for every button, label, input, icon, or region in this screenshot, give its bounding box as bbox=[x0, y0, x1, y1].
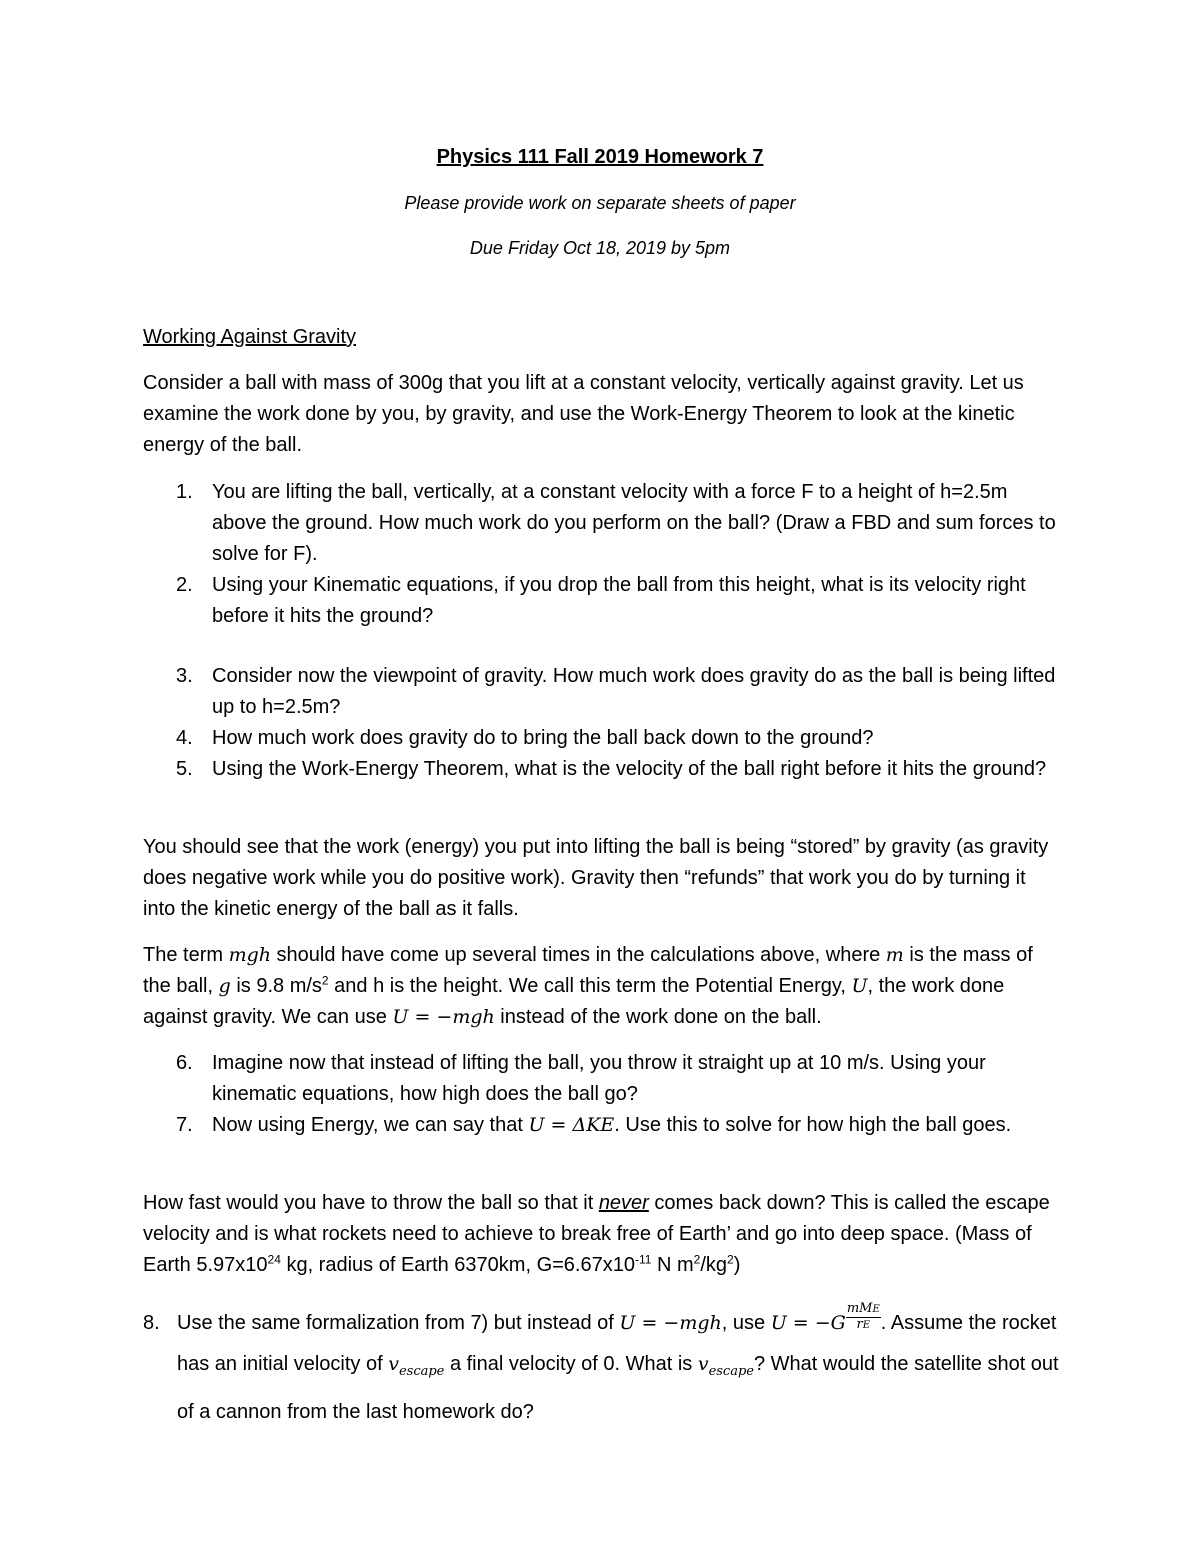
question-item bbox=[143, 754, 1063, 785]
due-date: Due Friday Oct 18, 2019 by 5pm bbox=[469, 238, 731, 258]
math-mgh: mgh bbox=[228, 944, 271, 966]
work-instruction: Please provide work on separate sheets of paper bbox=[404, 193, 796, 213]
superscript: -11 bbox=[634, 1252, 652, 1267]
text-run: a final velocity of 0. What is bbox=[444, 1353, 698, 1375]
question-number: 1. bbox=[176, 481, 193, 503]
math-u-delta-ke: U = ΔKE bbox=[528, 1114, 615, 1136]
text-run: comes back down? This is called the escape velocity and is what rockets need to achieve to break free of Earth’ and go into deep space. (Mass of Earth 5.97x10 bbox=[143, 1192, 1050, 1276]
escape-velocity-paragraph bbox=[143, 1188, 1063, 1281]
question-number: 5. bbox=[176, 758, 193, 780]
text-run: is the mass of the ball, bbox=[143, 944, 1033, 997]
superscript: 2 bbox=[321, 973, 329, 988]
text-run: mM bbox=[846, 1301, 873, 1317]
text-run: , the work done against gravity. We can use bbox=[143, 975, 1005, 1028]
math-u-equation: U = −mgh bbox=[392, 1006, 495, 1028]
emphasis-never: never bbox=[598, 1192, 649, 1214]
math-u-mgh: U = −mgh bbox=[619, 1312, 722, 1334]
math-u: U bbox=[851, 975, 868, 997]
question-number: 4. bbox=[176, 727, 193, 749]
text-run: ? What would the satellite shot out of a cannon from the last homework do? bbox=[177, 1353, 1059, 1423]
math-m: m bbox=[885, 944, 904, 966]
superscript: 24 bbox=[267, 1252, 281, 1267]
question-text bbox=[212, 1114, 1011, 1136]
stored-energy-paragraph: You should see that the work (energy) you put into lifting the ball is being “stored” by gravity (as gravity does negative work while you do positive work). Gravity then “refunds” that work you do by turning it into the kinetic energy of the ball as it falls. bbox=[143, 836, 1049, 920]
question-number: 7. bbox=[176, 1114, 193, 1136]
text-run: ) bbox=[733, 1254, 741, 1276]
text-run: . Assume the rocket has an initial velocity of bbox=[177, 1312, 1057, 1375]
text-run: r bbox=[856, 1317, 863, 1333]
math-fraction bbox=[846, 1302, 881, 1333]
question-item bbox=[143, 1048, 1063, 1110]
question-item bbox=[143, 1303, 1063, 1433]
text-run: should have come up several times in the calculations above, where bbox=[271, 944, 886, 966]
text-run: is 9.8 m/s bbox=[230, 975, 322, 997]
text-run: . Use this to solve for how high the ball goes. bbox=[614, 1114, 1012, 1136]
question-text bbox=[177, 1301, 1059, 1423]
intro-paragraph: Consider a ball with mass of 300g that you lift at a constant velocity, vertically against gravity. Let us examine the work done by you, by gravity, and use the Work-Energy Theorem to look at the kinetic energy of the ball. bbox=[143, 372, 1024, 456]
superscript: 2 bbox=[693, 1252, 701, 1267]
text-run: Use the same formalization from 7) but instead of bbox=[177, 1312, 620, 1334]
subscript: E bbox=[872, 1304, 880, 1316]
fraction-numerator bbox=[846, 1302, 881, 1318]
text-run: , use bbox=[721, 1312, 771, 1334]
question-list-2 bbox=[143, 661, 1063, 785]
superscript: 2 bbox=[727, 1252, 734, 1267]
text-run: kg, radius of Earth 6370km, G=6.67x10 bbox=[280, 1254, 635, 1276]
question-number: 3. bbox=[176, 665, 193, 687]
section-heading: Working Against Gravity bbox=[143, 326, 357, 348]
math-v: v bbox=[697, 1353, 709, 1375]
text-run: Now using Energy, we can say that bbox=[212, 1114, 529, 1136]
question-number: 2. bbox=[176, 574, 193, 596]
question-text: Using your Kinematic equations, if you drop the ball from this height, what is its velocity right before it hits the ground? bbox=[212, 574, 1026, 627]
document-title: Physics 111 Fall 2019 Homework 7 bbox=[436, 146, 764, 168]
math-g: g bbox=[218, 975, 231, 997]
question-item bbox=[143, 723, 1063, 754]
math-v: v bbox=[388, 1353, 399, 1375]
subscript: E bbox=[862, 1320, 871, 1332]
subscript: escape bbox=[708, 1364, 754, 1379]
text-run: instead of the work done on the ball. bbox=[494, 1006, 822, 1028]
text-run: N m bbox=[651, 1254, 694, 1276]
potential-energy-paragraph bbox=[143, 940, 1063, 1033]
question-list-4 bbox=[143, 1303, 1063, 1433]
math-u-gravity: U = −G bbox=[770, 1312, 846, 1334]
question-item bbox=[143, 570, 1063, 632]
question-number: 6. bbox=[176, 1052, 193, 1074]
text-run: How fast would you have to throw the ball so that it bbox=[143, 1192, 599, 1214]
question-item bbox=[143, 661, 1063, 723]
question-list-3 bbox=[143, 1048, 1063, 1141]
question-text: Consider now the viewpoint of gravity. How much work does gravity do as the ball is being lifted up to h=2.5m? bbox=[212, 665, 1056, 718]
question-number: 8. bbox=[143, 1312, 160, 1334]
question-list-1 bbox=[143, 477, 1063, 632]
question-text: How much work does gravity do to bring the ball back down to the ground? bbox=[212, 727, 874, 749]
question-text: Using the Work-Energy Theorem, what is the velocity of the ball right before it hits the ground? bbox=[212, 758, 1047, 780]
question-text: Imagine now that instead of lifting the ball, you throw it straight up at 10 m/s. Using your kinematic equations, how high does the ball go? bbox=[212, 1052, 986, 1105]
subscript: escape bbox=[398, 1364, 445, 1379]
text-run: /kg bbox=[700, 1254, 728, 1276]
fraction-denominator bbox=[846, 1318, 881, 1333]
question-item bbox=[143, 477, 1063, 570]
text-run: The term bbox=[143, 944, 229, 966]
question-item bbox=[143, 1110, 1063, 1141]
text-run: and h is the height. We call this term the Potential Energy, bbox=[328, 975, 852, 997]
question-text: You are lifting the ball, vertically, at a constant velocity with a force F to a height of h=2.5m above the ground. How much work do you perform on the ball? (Draw a FBD and sum forces to solve for F). bbox=[212, 481, 1056, 565]
